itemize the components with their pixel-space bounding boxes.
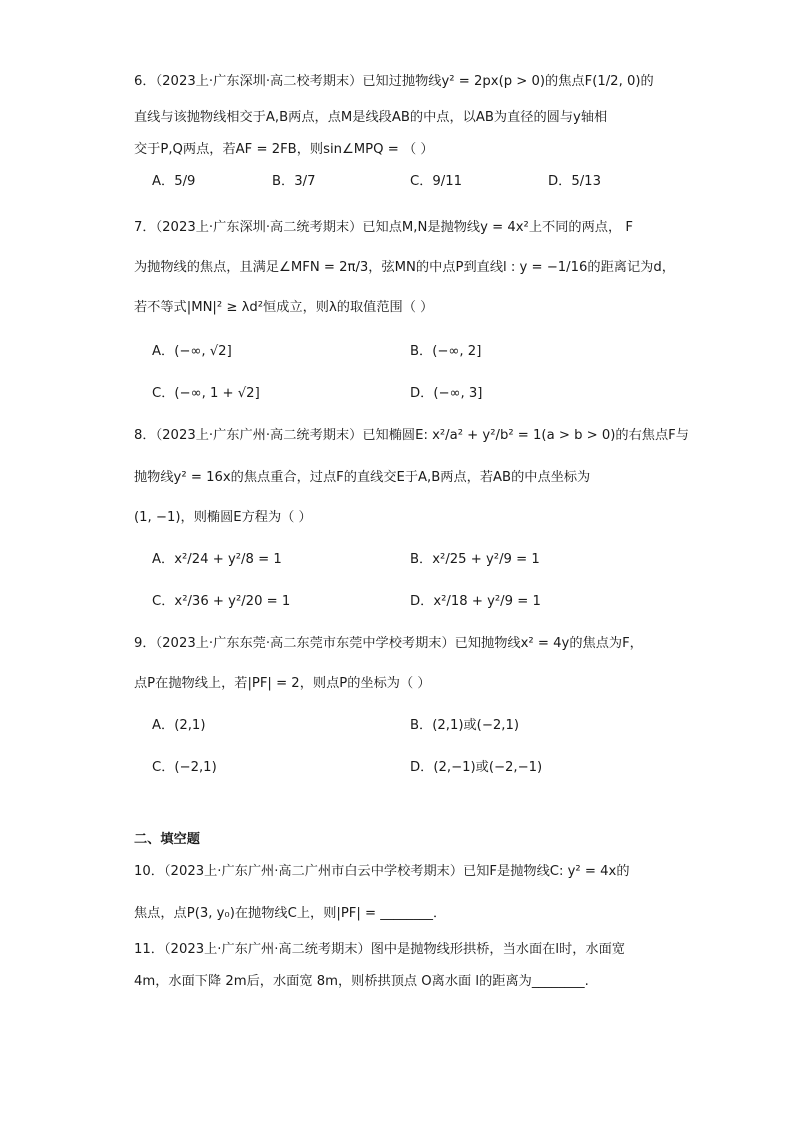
q7-option-a: A．(−∞, √2] bbox=[152, 344, 232, 359]
q10-line-1: 10．（2023上·广东广州·高二广州市白云中学校考期末）已知F是抛物线C: y² = 4x的 bbox=[134, 864, 630, 879]
q7-option-d: D．(−∞, 3] bbox=[410, 386, 483, 401]
q6-line-1: 6．（2023上·广东深圳·高二校考期末）已知过抛物线y² = 2px(p > 0)的焦点F(1/2, 0)的 bbox=[134, 74, 654, 89]
q7-option-b: B．(−∞, 2] bbox=[410, 344, 482, 359]
q8-line-1: 8．（2023上·广东广州·高二统考期末）已知椭圆E: x²/a² + y²/b² = 1(a > b > 0)的右焦点F与 bbox=[134, 428, 689, 443]
q7-line-2: 为抛物线的焦点，且满足∠MFN = 2π/3，弦MN的中点P到直线l : y = −1/16的距离记为d， bbox=[134, 260, 675, 275]
section-title-fill-in: 二、填空题 bbox=[134, 832, 200, 847]
q7-option-c: C．(−∞, 1 + √2] bbox=[152, 386, 260, 401]
q8-line-2: 抛物线y² = 16x的焦点重合，过点F的直线交E于A,B两点，若AB的中点坐标为 bbox=[134, 470, 591, 485]
q8-option-b: B．x²/25 + y²/9 = 1 bbox=[410, 552, 540, 567]
q9-option-c: C．(−2,1) bbox=[152, 760, 217, 775]
q6-line-3: 交于P,Q两点，若AF = 2FB，则sin∠MPQ = （ ） bbox=[134, 142, 434, 157]
q8-line-3: (1, −1)，则椭圆E方程为（ ） bbox=[134, 510, 312, 525]
q11-line-2: 4m，水面下降 2m后，水面宽 8m，则桥拱顶点 O离水面 l的距离为________. bbox=[134, 974, 589, 989]
q9-option-d: D．(2,−1)或(−2,−1) bbox=[410, 760, 543, 775]
q6-option-b: B．3/7 bbox=[272, 174, 316, 189]
q7-line-3: 若不等式|MN|² ≥ λd²恒成立，则λ的取值范围（ ） bbox=[134, 300, 434, 315]
q9-line-2: 点P在抛物线上，若|PF| = 2，则点P的坐标为（ ） bbox=[134, 676, 431, 691]
q9-option-b: B．(2,1)或(−2,1) bbox=[410, 718, 519, 733]
q6-option-c: C．9/11 bbox=[410, 174, 463, 189]
q11-line-1: 11．（2023上·广东广州·高二统考期末）图中是抛物线形拱桥，当水面在l时，水面宽 bbox=[134, 942, 625, 957]
q6-line-2: 直线与该抛物线相交于A,B两点，点M是线段AB的中点，以AB为直径的圆与y轴相 bbox=[134, 110, 608, 125]
q9-option-a: A．(2,1) bbox=[152, 718, 206, 733]
q10-line-2: 焦点，点P(3, y₀)在抛物线C上，则|PF| = ________． bbox=[134, 906, 447, 921]
q8-option-a: A．x²/24 + y²/8 = 1 bbox=[152, 552, 282, 567]
q8-option-d: D．x²/18 + y²/9 = 1 bbox=[410, 594, 541, 609]
q9-line-1: 9．（2023上·广东东莞·高二东莞市东莞中学校考期末）已知抛物线x² = 4y的焦点为F， bbox=[134, 636, 643, 651]
q8-option-c: C．x²/36 + y²/20 = 1 bbox=[152, 594, 291, 609]
q6-option-a: A．5/9 bbox=[152, 174, 196, 189]
q7-line-1: 7．（2023上·广东深圳·高二统考期末）已知点M,N是抛物线y = 4x²上不同的两点， F bbox=[134, 220, 633, 235]
q6-option-d: D．5/13 bbox=[548, 174, 601, 189]
